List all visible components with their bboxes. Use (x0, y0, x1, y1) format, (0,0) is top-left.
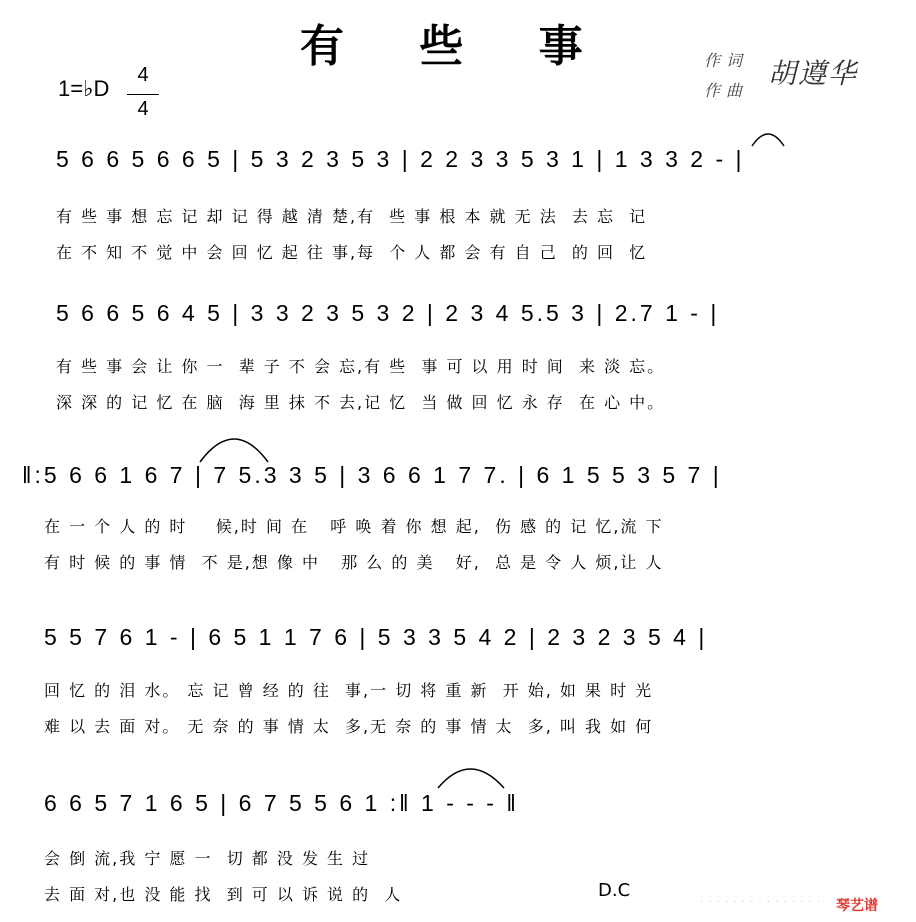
notation-row-5: 6 6 5 7 1 6 5 | 6 7 5 5 6 1 :‖ 1 - - - ‖ (44, 790, 519, 816)
lyric-row-1-verse-2: 在 不 知 不 觉 中 会 回 忆 起 往 事,每 个 人 都 会 有 自 己 的 回 忆 (56, 243, 648, 262)
time-signature-top: 4 (137, 64, 149, 86)
lyric-row-4-verse-2: 难 以 去 面 对。 无 奈 的 事 情 太 多,无 奈 的 事 情 太 多, 叫 我 如 何 (44, 717, 654, 736)
lyric-row-5-verse-2: 去 面 对,也 没 能 找 到 可 以 诉 说 的 人 (44, 885, 403, 904)
lyric-row-5-verse-1: 会 倒 流,我 宁 愿 一 切 都 没 发 生 过 (44, 849, 371, 868)
lyric-row-1-verse-1: 有 些 事 想 忘 记 却 记 得 越 清 楚,有 些 事 根 本 就 无 法 去 忘 记 (56, 207, 648, 226)
watermark-dots: · · · · · · · · · · · · · · · (700, 897, 822, 908)
composer-name: 胡遵华 (768, 57, 859, 90)
notation-row-1: 5 6 6 5 6 6 5 | 5 3 2 3 5 3 | 2 2 3 3 5 3 1 | 1 3 3 2 - | (56, 146, 745, 172)
notation-row-4: 5 5 7 6 1 - | 6 5 1 1 7 6 | 5 3 3 5 4 2 | 2 3 2 3 5 4 | (44, 624, 708, 650)
lyric-row-4-verse-1: 回 忆 的 泪 水。 忘 记 曾 经 的 往 事,一 切 将 重 新 开 始, 如 果 时 光 (44, 681, 654, 700)
notation-row-2: 5 6 6 5 6 4 5 | 3 3 2 3 5 3 2 | 2 3 4 5.5 3 | 2.7 1 - | (56, 300, 720, 326)
time-signature-bottom: 4 (137, 98, 149, 120)
dc-mark: D.C (598, 880, 631, 901)
composer-label: 作曲 (704, 81, 749, 100)
tie-row-1 (752, 134, 784, 146)
tie-row-5 (438, 769, 504, 788)
lyric-row-2-verse-2: 深 深 的 记 忆 在 脑 海 里 抹 不 去,记 忆 当 做 回 忆 永 存 在 心 中。 (56, 393, 666, 412)
tie-row-3 (200, 439, 268, 462)
key-signature: 1=♭D (58, 76, 110, 101)
song-title: 有 些 事 (300, 21, 613, 72)
lyric-row-2-verse-1: 有 些 事 会 让 你 一 辈 子 不 会 忘,有 些 事 可 以 用 时 间 来 淡 忘。 (56, 357, 666, 376)
lyricist-label: 作词 (704, 51, 749, 70)
notation-row-3: ‖:5 6 6 1 6 7 | 7 5.3 3 5 | 3 6 6 1 7 7. | 6 1 5 5 3 5 7 | (22, 462, 722, 488)
lyric-row-3-verse-1: 在 一 个 人 的 时 候,时 间 在 呼 唤 着 你 想 起, 伤 感 的 记 忆,流 下 (44, 517, 664, 536)
lyric-row-3-verse-2: 有 时 候 的 事 情 不 是,想 像 中 那 么 的 美 好, 总 是 令 人 烦,让 人 (44, 553, 664, 572)
watermark-text: 琴艺谱 (836, 898, 878, 914)
